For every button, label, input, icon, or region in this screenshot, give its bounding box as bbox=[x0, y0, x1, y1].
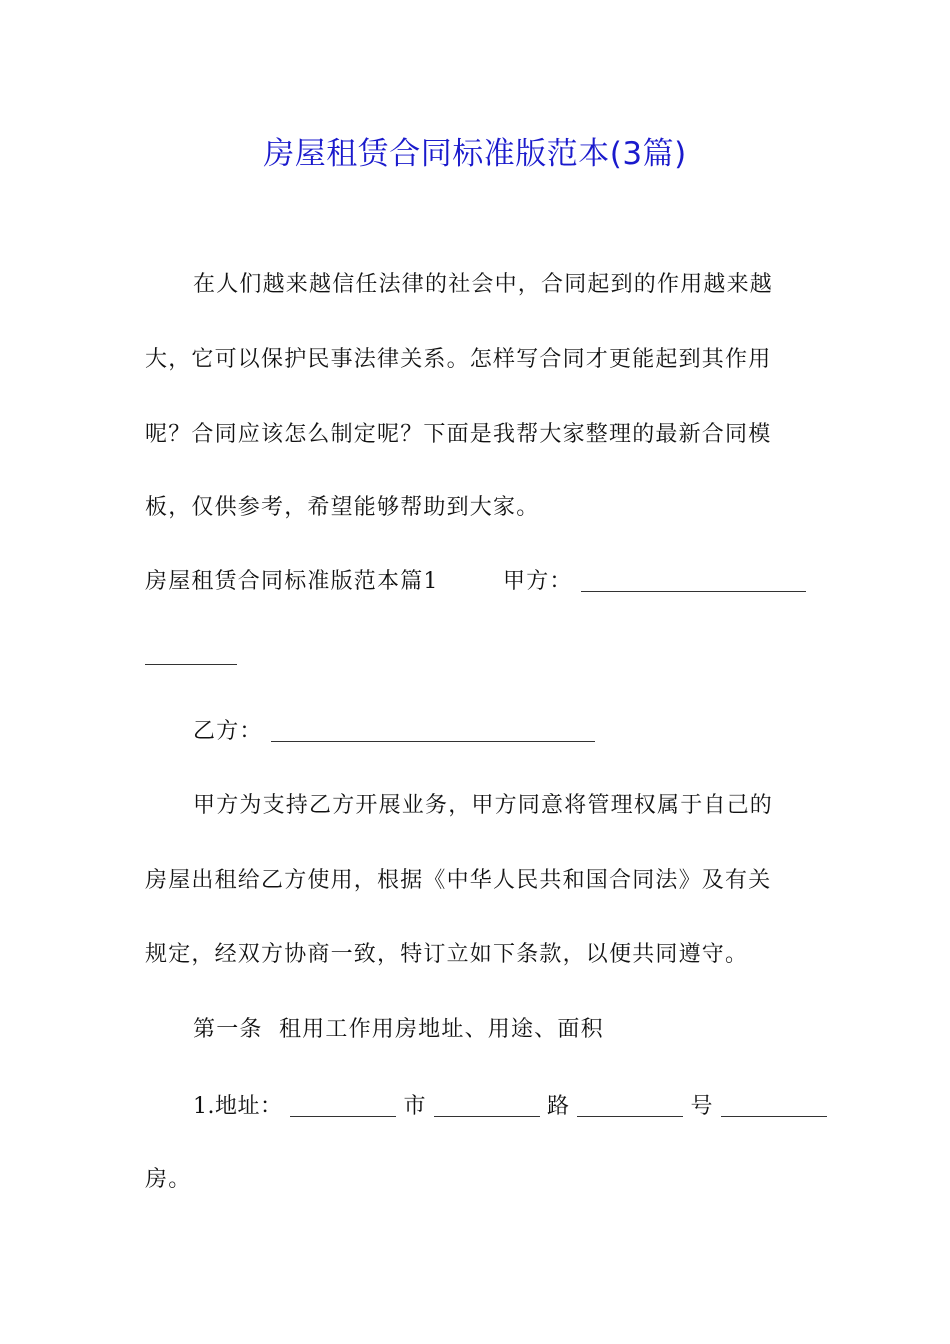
section-heading-line bbox=[145, 567, 806, 597]
city-blank bbox=[290, 1094, 396, 1117]
intro-line-4: 板，仅供参考，希望能够帮助到大家。 bbox=[145, 495, 540, 520]
city-label: 市 bbox=[403, 1094, 427, 1119]
address-line bbox=[193, 1092, 827, 1122]
party-a-blank-continuation-line bbox=[145, 640, 237, 670]
address-ending: 房。 bbox=[145, 1167, 192, 1192]
purpose-line-2: 房屋出租给乙方使用，根据《中华人民共和国合同法》及有关 bbox=[145, 868, 772, 893]
party-a-label: 甲方： bbox=[503, 569, 573, 594]
intro-line-3: 呢？合同应该怎么制定呢？下面是我帮大家整理的最新合同模 bbox=[145, 422, 772, 447]
address-label: 1.地址： bbox=[193, 1094, 283, 1119]
party-a-blank-continued bbox=[145, 642, 237, 665]
party-b-blank bbox=[271, 719, 595, 742]
intro-line-2: 大，它可以保护民事法律关系。怎样写合同才更能起到其作用 bbox=[145, 347, 772, 372]
road-label: 路 bbox=[547, 1094, 570, 1119]
road-blank bbox=[434, 1094, 540, 1117]
room-blank bbox=[721, 1094, 827, 1117]
article-1-title: 第一条 租用工作用房地址、用途、面积 bbox=[193, 1017, 604, 1042]
party-b-label: 乙方： bbox=[193, 719, 263, 744]
number-label: 号 bbox=[690, 1094, 714, 1119]
document-title: 房屋租赁合同标准版范本(3篇) bbox=[263, 136, 687, 172]
number-blank bbox=[577, 1094, 683, 1117]
party-a-blank bbox=[581, 569, 806, 592]
party-b-line bbox=[193, 717, 595, 747]
intro-line-1: 在人们越来越信任法律的社会中，合同起到的作用越来越 bbox=[193, 272, 774, 297]
purpose-line-1: 甲方为支持乙方开展业务，甲方同意将管理权属于自己的 bbox=[193, 793, 774, 818]
purpose-line-3: 规定，经双方协商一致，特订立如下条款，以便共同遵守。 bbox=[145, 942, 749, 967]
section-heading: 房屋租赁合同标准版范本篇1 bbox=[145, 569, 439, 594]
